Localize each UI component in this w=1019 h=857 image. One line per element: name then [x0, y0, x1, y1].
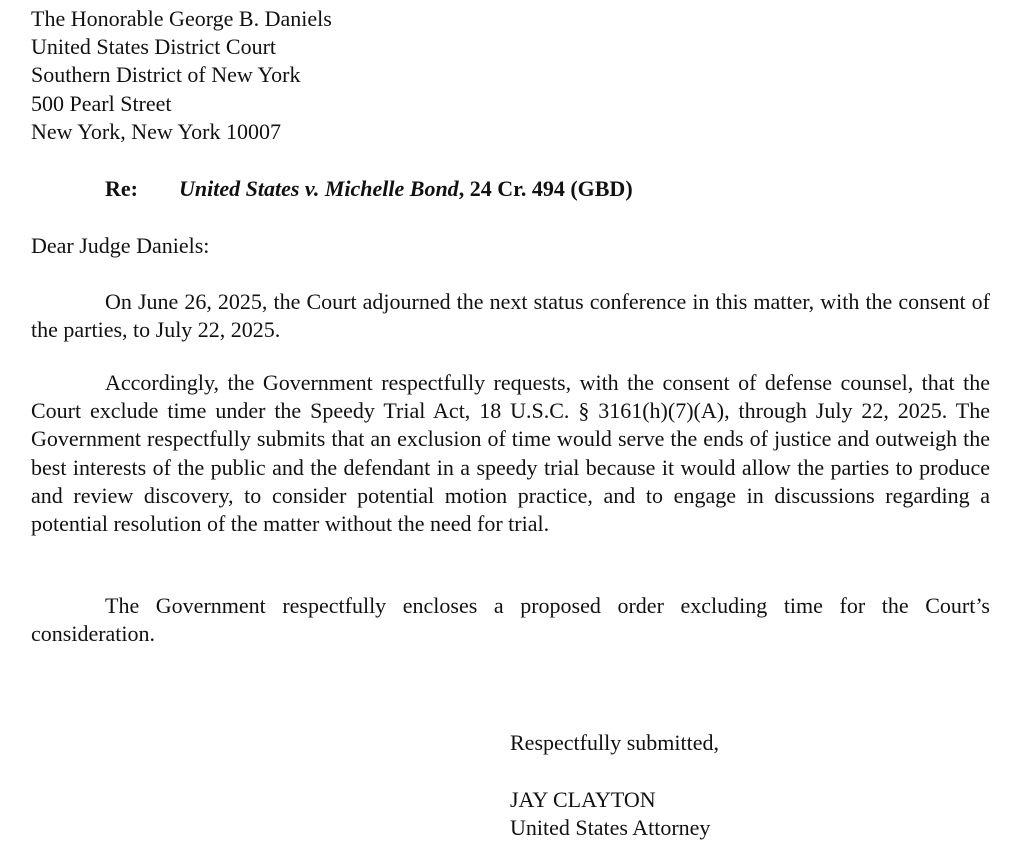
closing: Respectfully submitted, — [510, 730, 719, 755]
body-paragraph-2: Accordingly, the Government respectfully requests, with the consent of defense counsel, that the Court exclude time under the Speedy Trial Act, 18 U.S.C. § 3161(h)(7)(A), through July 22, 2025. The Government respectfully submits that an exclusion of time would serve the ends of justice and outweigh the best interests of the public and the defendant in a speedy trial because it would allow the parties to produce and review discovery, to consider potential motion practice, and to engage in discussions regarding a potential resolution of the matter without the need for trial. — [31, 370, 990, 537]
signature-block — [510, 786, 710, 842]
case-number: , 24 Cr. 494 (GBD) — [458, 176, 633, 201]
re-label: Re: — [105, 176, 138, 201]
signer-title: United States Attorney — [510, 815, 711, 840]
addressee-city: New York, New York 10007 — [31, 118, 281, 144]
addressee-district: Southern District of New York — [31, 62, 301, 88]
case-name: United States v. Michelle Bond — [179, 176, 459, 201]
addressee-street: 500 Pearl Street — [31, 90, 172, 116]
salutation: Dear Judge Daniels: — [31, 233, 210, 258]
body-paragraph-1: On June 26, 2025, the Court adjourned the next status conference in this matter, with the consent of the parties, to July 22, 2025. — [31, 289, 990, 343]
body-paragraph-3: The Government respectfully encloses a proposed order excluding time for the Court’s consideration. — [31, 593, 990, 647]
re-line — [105, 175, 633, 203]
signer-name: JAY CLAYTON — [510, 787, 656, 812]
addressee-block — [31, 5, 332, 146]
addressee-name: The Honorable George B. Daniels — [31, 6, 332, 31]
addressee-court: United States District Court — [31, 34, 277, 60]
